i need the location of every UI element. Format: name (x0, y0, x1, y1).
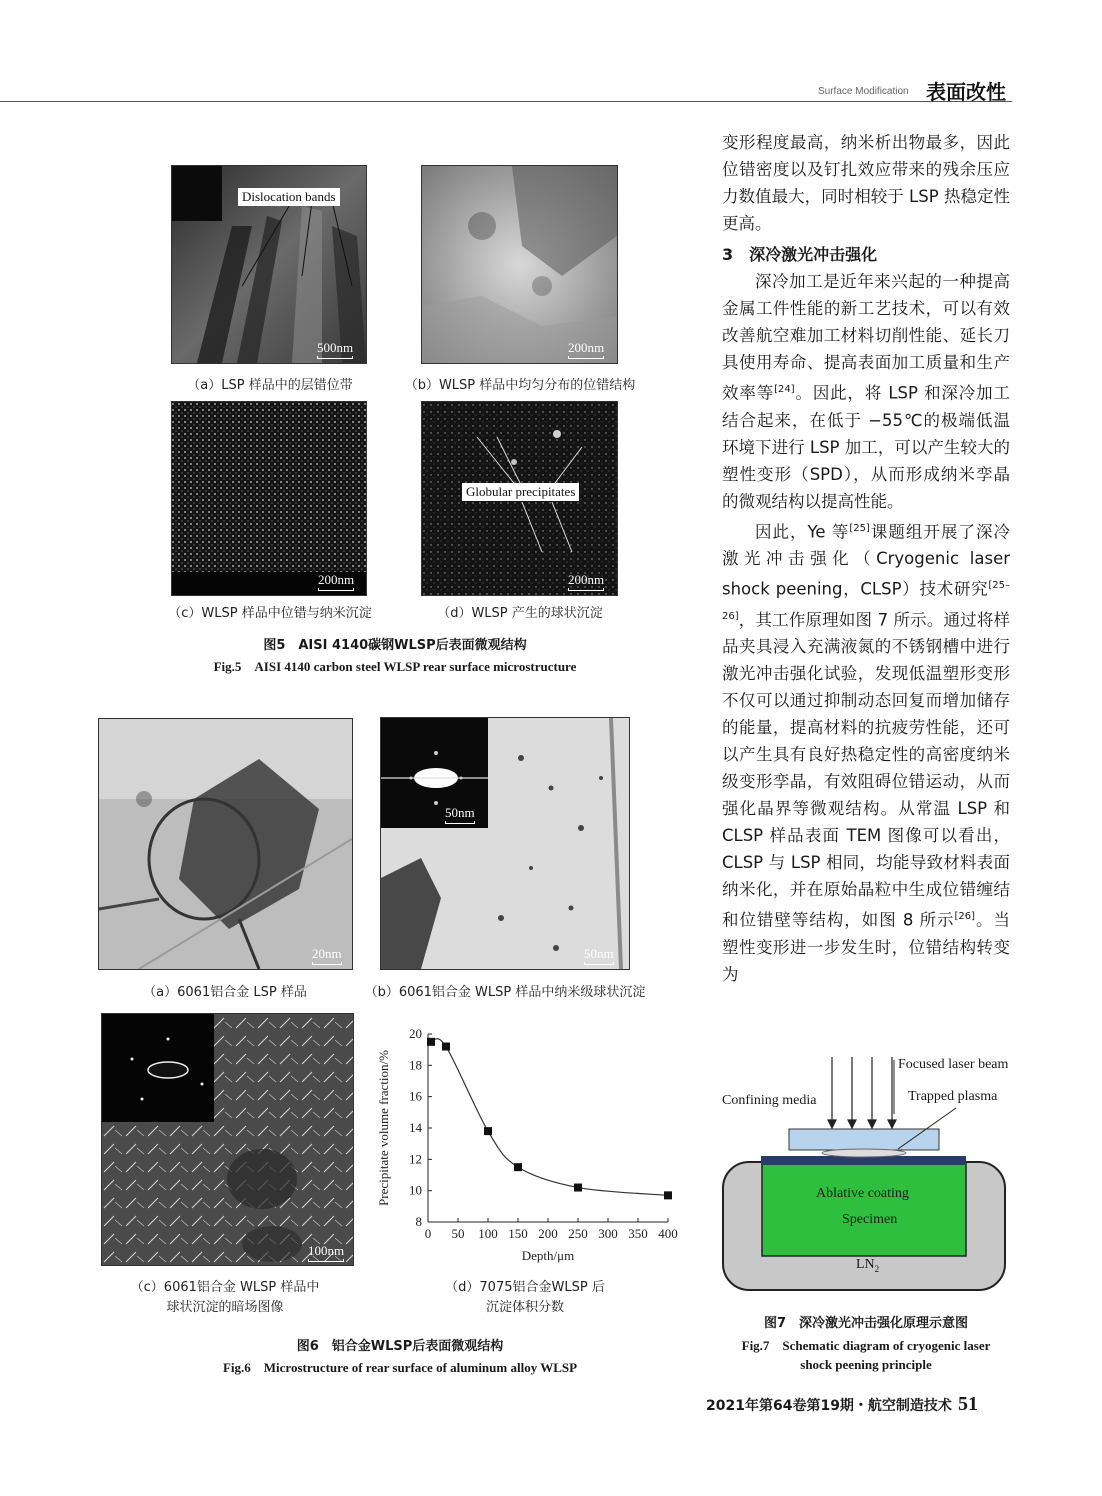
fig5-caption-c: （c）WLSP 样品中位错与纳米沉淀 (168, 606, 372, 621)
micrograph-image (381, 718, 629, 969)
x-tick-label: 50 (451, 1226, 465, 1241)
fig5-panel-d (421, 401, 618, 596)
confining-media-block (789, 1129, 939, 1150)
micrograph-image (102, 1014, 353, 1265)
x-tick-label: 400 (658, 1226, 678, 1241)
inset-scale-bar: 50nm (445, 805, 475, 821)
data-point (484, 1127, 492, 1135)
x-tick-label: 0 (424, 1226, 432, 1241)
data-point (442, 1043, 450, 1051)
data-point (514, 1163, 522, 1171)
confining-media-label: Confining media (722, 1093, 817, 1108)
y-tick-label: 20 (409, 1026, 422, 1041)
fig5-panel-a (171, 165, 367, 364)
y-tick-label: 18 (409, 1057, 422, 1073)
fig6-caption-en: Fig.6 Microstructure of rear surface of aluminum alloy WLSP (222, 1360, 578, 1375)
data-point (574, 1184, 582, 1192)
scale-bar: 200nm (318, 572, 354, 588)
micrograph-image (422, 166, 617, 363)
y-tick-label: 12 (409, 1151, 422, 1167)
fig6-panel-b (380, 717, 630, 970)
fig5-caption-a: （a）LSP 样品中的层错位带 (187, 378, 353, 393)
paragraph-2: 深冷加工是近年来兴起的一种提高金属工件性能的新工艺技术，可以有效改善航空难加工材料切削性能、延长刀具使用寿命、提高表面加工质量和生产效率等[24]。因此，将 LSP 和深冷加工结合起来，在低于 −55℃的极端低温环境下进行 LSP 加工，可以产生较大的塑性变形（SPD），从而形成纳米孪晶的微观结构以提高性能。 (722, 272, 1011, 511)
fig7-schematic (718, 1052, 1018, 1292)
citation-24: [24] (774, 384, 795, 395)
data-point (664, 1191, 672, 1199)
fig6-caption-c-line2: 球状沉淀的暗场图像 (166, 1300, 284, 1315)
fig5-caption-cn: 图5 AISI 4140碳钢WLSP后表面微观结构 (263, 638, 527, 653)
specimen-block (762, 1162, 966, 1256)
data-point (427, 1038, 435, 1046)
fig5-panel-c (171, 401, 367, 596)
header-section-en: Surface Modification (818, 86, 909, 97)
fig5-panel-b (421, 165, 618, 364)
citation-25-26: [25–26] (722, 580, 1010, 622)
x-tick-label: 350 (628, 1226, 648, 1241)
x-tick-label: 250 (568, 1226, 588, 1241)
fig7-caption-en-line1: Fig.7 Schematic diagram of cryogenic laser (741, 1338, 991, 1353)
dislocation-bands-label: Dislocation bands (238, 188, 340, 206)
y-tick-label: 16 (409, 1088, 422, 1104)
volume-fraction-chart (372, 1022, 684, 1270)
fig7-caption-en-line2: shock peening principle (800, 1357, 932, 1372)
scale-bar: 200nm (568, 572, 604, 588)
paragraph-1: 变形程度最高，纳米析出物最多，因此位错密度以及钉扎效应带来的残余压应力数值最大，同时相较于 LSP 热稳定性更高。 (722, 133, 1010, 233)
ablative-coating-label: Ablative coating (816, 1186, 909, 1201)
fig5-caption-d: （d）WLSP 产生的球状沉淀 (437, 606, 603, 621)
scale-bar: 20nm (312, 946, 342, 962)
section-heading: 3 深冷激光冲击强化 (722, 245, 878, 264)
fig6-caption-cn: 图6 铝合金WLSP后表面微观结构 (296, 1339, 504, 1354)
page-number: 51 (957, 1393, 978, 1415)
journal-issue: 2021年第64卷第19期・航空制造技术 (706, 1398, 952, 1414)
scale-bar: 200nm (568, 340, 604, 356)
y-tick-label: 14 (409, 1120, 422, 1135)
micrograph-image (172, 402, 366, 595)
x-tick-label: 150 (508, 1226, 528, 1241)
fig6-caption-c-line1: （c）6061铝合金 WLSP 样品中 (130, 1280, 320, 1295)
y-tick-label: 8 (415, 1214, 422, 1229)
laser-beam-arrows (828, 1057, 896, 1128)
fig6-chart-d (372, 1022, 684, 1270)
body-text-column (722, 129, 1010, 988)
fig6-caption-d-line2: 沉淀体积分数 (485, 1300, 564, 1315)
header-section-cn: 表面改性 (926, 80, 1006, 104)
x-tick-label: 300 (598, 1226, 618, 1241)
y-axis-label: Precipitate volume fraction/% (376, 1050, 391, 1206)
page-footer (706, 1393, 978, 1416)
header-rule (0, 101, 1012, 102)
fig6-caption-a: （a）6061铝合金 LSP 样品 (143, 985, 307, 1000)
fig6-panel-a (98, 718, 353, 970)
fig6-caption-d-line1: （d）7075铝合金WLSP 后 (445, 1280, 605, 1295)
trapped-plasma-label: Trapped plasma (908, 1089, 998, 1104)
trapped-plasma (822, 1149, 906, 1157)
fig5-caption-b: （b）WLSP 样品中均匀分布的位错结构 (404, 378, 636, 393)
paragraph-3: 因此，Ye 等[25]课题组开展了深冷激光冲击强化（Cryogenic laser shock peening，CLSP）技术研究[25–26]，其工作原理如图 7 所示。通过将样品夹具浸入充满液氮的不锈钢槽中进行激光冲击强化试验，发现低温塑形变形不仅可以通过抑制动态回复而增加储存的能量，提高材料的抗疲劳性能，还可以产生具有良好热稳定性的高密度纳米级变形孪晶，有效阻碍位错运动，从而强化晶界等微观结构。从常温 LSP 和 CLSP 样品表面 TEM 图像可以看出，CLSP 与 LSP 相同，均能导致材料表面纳米化，并在原始晶粒中生成位错缠结和位错壁等结构，如图 8 所示[26]。当塑性变形进一步发生时，位错结构转变为 (722, 522, 1010, 984)
micrograph-image (99, 719, 352, 969)
fig7-caption-cn: 图7 深冷激光冲击强化原理示意图 (763, 1316, 969, 1331)
y-tick-label: 10 (409, 1182, 422, 1198)
specimen-label: Specimen (842, 1212, 898, 1227)
x-axis-label: Depth/μm (521, 1248, 575, 1263)
fig5-caption-en: Fig.5 AISI 4140 carbon steel WLSP rear surface microstructure (213, 659, 577, 674)
x-tick-label: 200 (538, 1226, 558, 1241)
x-tick-label: 100 (478, 1226, 498, 1241)
fig6-caption-b: （b）6061铝合金 WLSP 样品中纳米级球状沉淀 (364, 985, 646, 1000)
ln2-label: $LN_2$ (856, 1257, 880, 1274)
scale-bar: 50nm (584, 946, 614, 962)
citation-26: [26] (954, 911, 976, 922)
clsp-diagram (718, 1052, 1018, 1292)
fig6-panel-c (101, 1013, 354, 1266)
fit-line (431, 1039, 668, 1196)
scale-bar: 100nm (308, 1243, 344, 1259)
citation-25: [25] (849, 522, 870, 534)
focused-laser-beam-label: Focused laser beam (898, 1057, 1009, 1072)
scale-bar: 500nm (317, 340, 353, 356)
globular-precipitates-label: Globular precipitates (462, 483, 579, 501)
